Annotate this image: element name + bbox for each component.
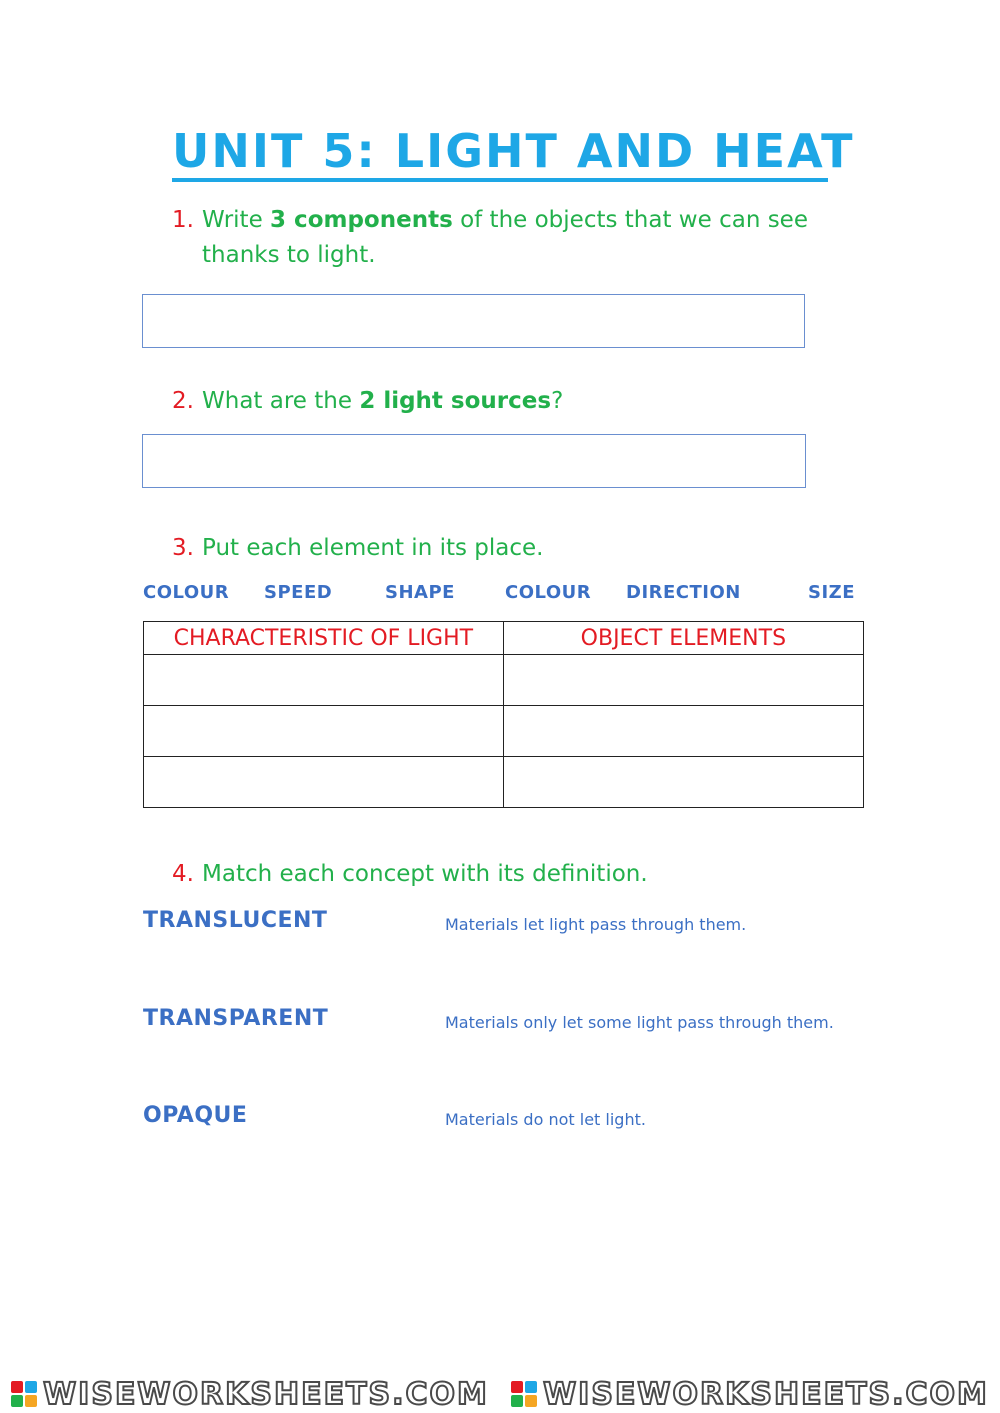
logo-icon [511,1381,537,1407]
concept-transparent[interactable]: TRANSPARENT [143,1006,329,1031]
logo-square [511,1395,523,1407]
definition-3[interactable]: Materials do not let light. [445,1110,646,1129]
drop-cell[interactable] [503,757,863,808]
table-row [144,655,864,706]
word-bank-item[interactable]: COLOUR [505,582,592,603]
word-bank-item[interactable]: SHAPE [385,582,455,603]
drop-cell[interactable] [144,757,504,808]
question-number: 2. [172,388,194,414]
concept-opaque[interactable]: OPAQUE [143,1103,248,1128]
table-row [144,757,864,808]
logo-square [25,1381,37,1393]
drop-cell[interactable] [144,706,504,757]
question-2: 2. What are the 2 light sources? [172,384,812,419]
word-bank-item[interactable]: SIZE [808,582,856,603]
drop-cell[interactable] [144,655,504,706]
table-row [144,706,864,757]
drop-cell[interactable] [503,655,863,706]
logo-icon [11,1381,37,1407]
table-header-object-elements: OBJECT ELEMENTS [503,622,863,655]
brand-text: WISEWORKSHEETS.COM [43,1376,489,1412]
question-4: 4. Match each concept with its definition. [172,857,812,892]
question-number: 4. [172,861,194,887]
logo-square [11,1381,23,1393]
word-bank-item[interactable]: DIRECTION [626,582,741,603]
page-title: UNIT 5: LIGHT AND HEAT [172,124,828,182]
drop-cell[interactable] [503,706,863,757]
question-1: 1. Write 3 components of the objects that we can see thanks to light. [172,203,812,273]
logo-square [11,1395,23,1407]
question-number: 3. [172,535,194,561]
logo-square [25,1395,37,1407]
question-3: 3. Put each element in its place. [172,531,812,566]
logo-square [525,1381,537,1393]
answer-box-1[interactable] [142,294,805,348]
word-bank-item[interactable]: SPEED [264,582,333,603]
brand-text: WISEWORKSHEETS.COM [543,1376,989,1412]
answer-box-2[interactable] [142,434,806,488]
concept-translucent[interactable]: TRANSLUCENT [143,908,328,933]
definition-1[interactable]: Materials let light pass through them. [445,915,747,934]
logo-square [511,1381,523,1393]
footer-watermark [0,1375,1000,1413]
logo-square [525,1395,537,1407]
sorting-table [143,621,864,808]
definition-2[interactable]: Materials only let some light pass through them. [445,1013,834,1032]
brand-logo [11,1377,489,1412]
brand-logo [511,1377,989,1412]
table-header-characteristic: CHARACTERISTIC OF LIGHT [144,622,504,655]
word-bank-item[interactable]: COLOUR [143,582,230,603]
question-number: 1. [172,207,194,233]
